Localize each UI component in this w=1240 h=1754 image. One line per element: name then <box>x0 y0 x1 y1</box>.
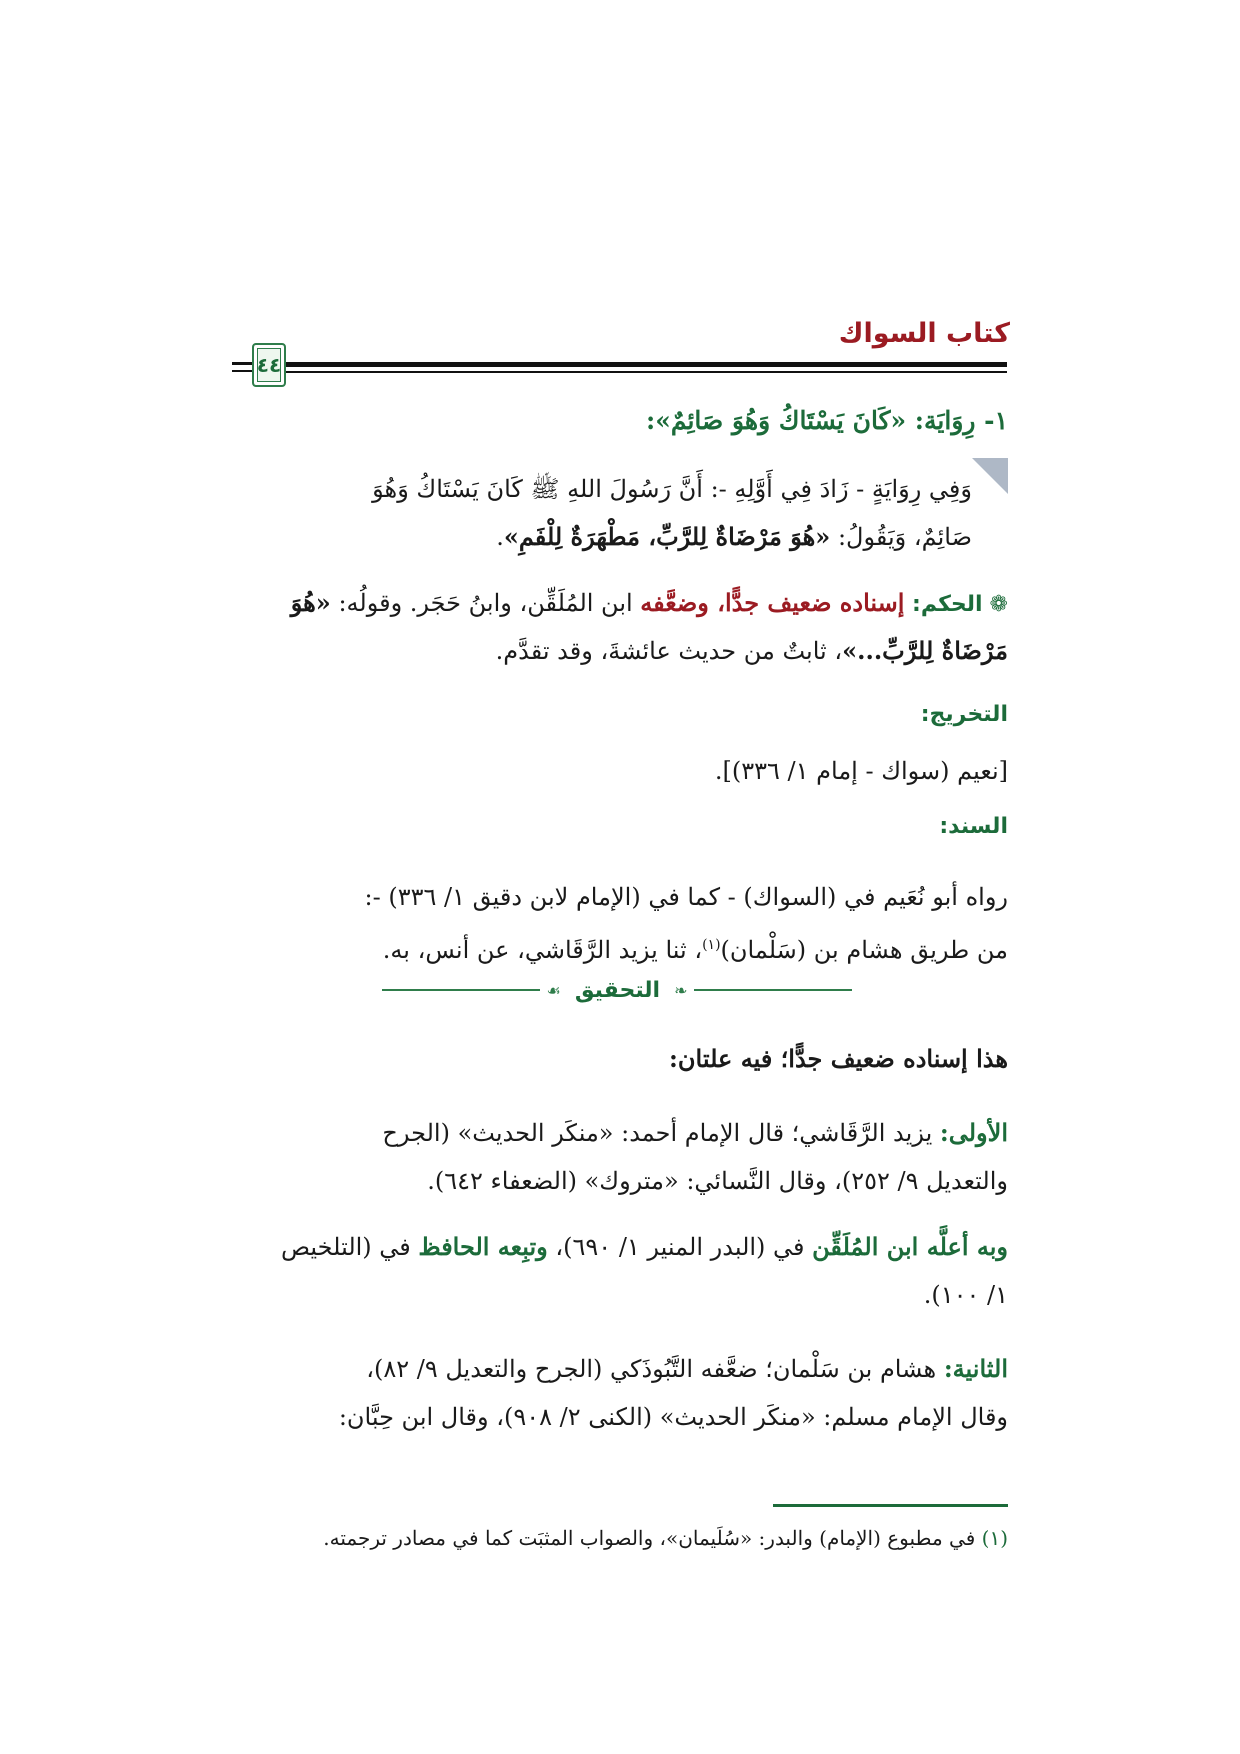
narration-text: صَائِمٌ، وَيَقُولُ: <box>830 523 972 551</box>
second-defect-text: هشام بن سَلْمان؛ ضعَّفه التَّبُوذَكي (الجرح والتعديل ٩/ ٨٢)، <box>366 1355 944 1383</box>
ornament-icon: ☙ <box>546 980 561 1000</box>
ornament-icon: ❧ <box>674 980 688 1000</box>
mulaqqin-line-2: ١/ ١٠٠). <box>923 1281 1008 1309</box>
second-defect-line-2: وقال الإمام مسلم: «منكَر الحديث» (الكنى ٢/ ٩٠٨)، وقال ابن حِبَّان: <box>338 1403 1008 1431</box>
first-defect-line-1 <box>232 1110 1008 1156</box>
tahqiq-divider <box>382 972 852 1008</box>
takhrij-heading: التخريج: <box>920 702 1008 727</box>
second-defect-line-1 <box>232 1346 1008 1392</box>
ruling-quote-start: «هُوَ <box>290 588 331 617</box>
footnote <box>232 1520 1008 1556</box>
footnote-separator <box>773 1504 1008 1507</box>
page-number-frame <box>252 343 286 387</box>
footnote-reference[interactable]: (١) <box>702 937 721 953</box>
divider-bar <box>382 989 540 991</box>
sanad-line-2 <box>232 922 1008 973</box>
sanad-text: من طريق هشام بن (سَلْمان) <box>720 936 1008 964</box>
mulaqqin-text: في (البدر المنير ١/ ٦٩٠)، <box>547 1233 813 1261</box>
hafiz-label: وتبِعه الحافظ <box>418 1232 548 1261</box>
narration-line-2 <box>232 514 972 560</box>
mulaqqin-line-1 <box>232 1224 1008 1270</box>
first-defect-label: الأولى: <box>939 1118 1008 1147</box>
ruling-verdict: إسناده ضعيف جدًّا، وضعَّفه <box>640 588 905 617</box>
narration-line-1: وَفِي رِوَايَةٍ - زَادَ فِي أَوَّلِهِ -: أَنَّ رَسُولَ اللهِ ﷺ كَانَ يَسْتَاكُ وَهُوَ <box>372 475 972 503</box>
ruling-line-2 <box>232 628 1008 674</box>
header-rule-left <box>232 362 252 365</box>
ruling-line-1 <box>232 580 1008 628</box>
ruling-label: الحكم: <box>912 592 983 617</box>
sanad-heading: السند: <box>939 814 1008 839</box>
mulaqqin-label: وبه أعلَّه ابن المُلَقِّن <box>812 1232 1008 1261</box>
footnote-marker: (١) <box>981 1526 1008 1550</box>
ruling-text-2: ، ثابتٌ من حديث عائشةَ، وقد تقدَّم. <box>495 637 843 665</box>
sanad-line-1: رواه أبو نُعَيم في (السواك) - كما في (الإمام لابن دقيق ١/ ٣٣٦) -: <box>364 883 1008 911</box>
second-defect-label: الثانية: <box>943 1354 1008 1383</box>
header-rule-left-thin <box>232 370 252 372</box>
tahqiq-heading: التحقيق <box>574 977 661 1003</box>
tahqiq-summary: هذا إسناده ضعيف جدًّا؛ فيه علتان: <box>669 1044 1008 1073</box>
first-defect-text: يزيد الرَّقَاشي؛ قال الإمام أحمد: «منكَر الحديث» (الجرح <box>382 1119 940 1147</box>
first-defect-line-2: والتعديل ٩/ ٢٥٢)، وقال النَّسائي: «متروك» (الضعفاء ٦٤٢). <box>427 1167 1008 1195</box>
rosette-icon: ❁ <box>982 592 1008 617</box>
divider-bar <box>694 989 852 991</box>
header-rule-thin <box>285 371 1007 373</box>
header-rule <box>285 362 1007 367</box>
book-title: كتاب السواك <box>838 318 1010 349</box>
sanad-text-end: ، ثنا يزيد الرَّقَاشي، عن أنس، به. <box>382 936 703 964</box>
footnote-text: في مطبوع (الإمام) والبدر: «سُلَيمان»، والصواب المثبَت كما في مصادر ترجمته. <box>323 1526 982 1550</box>
prophet-quote: «هُوَ مَرْضَاةٌ لِلرَّبِّ، مَطْهَرَةٌ لِلْفَمِ» <box>503 522 831 551</box>
ruling-quote-end: مَرْضَاةٌ لِلرَّبِّ...» <box>842 636 1008 665</box>
corner-ornament <box>972 458 1008 494</box>
takhrij-text: [نعيم (سواك - إمام ١/ ٣٣٦)]. <box>714 757 1008 785</box>
narration-heading: ١- رِوَايَة: «كَانَ يَسْتَاكُ وَهُوَ صَائِمٌ»: <box>645 406 1008 435</box>
page-number: ٤٤ <box>256 353 282 377</box>
mulaqqin-end: في (التلخيص <box>281 1233 419 1261</box>
narration-end: . <box>496 523 504 551</box>
ruling-text: ابن المُلَقِّن، وابنُ حَجَر. وقولُه: <box>330 589 641 617</box>
